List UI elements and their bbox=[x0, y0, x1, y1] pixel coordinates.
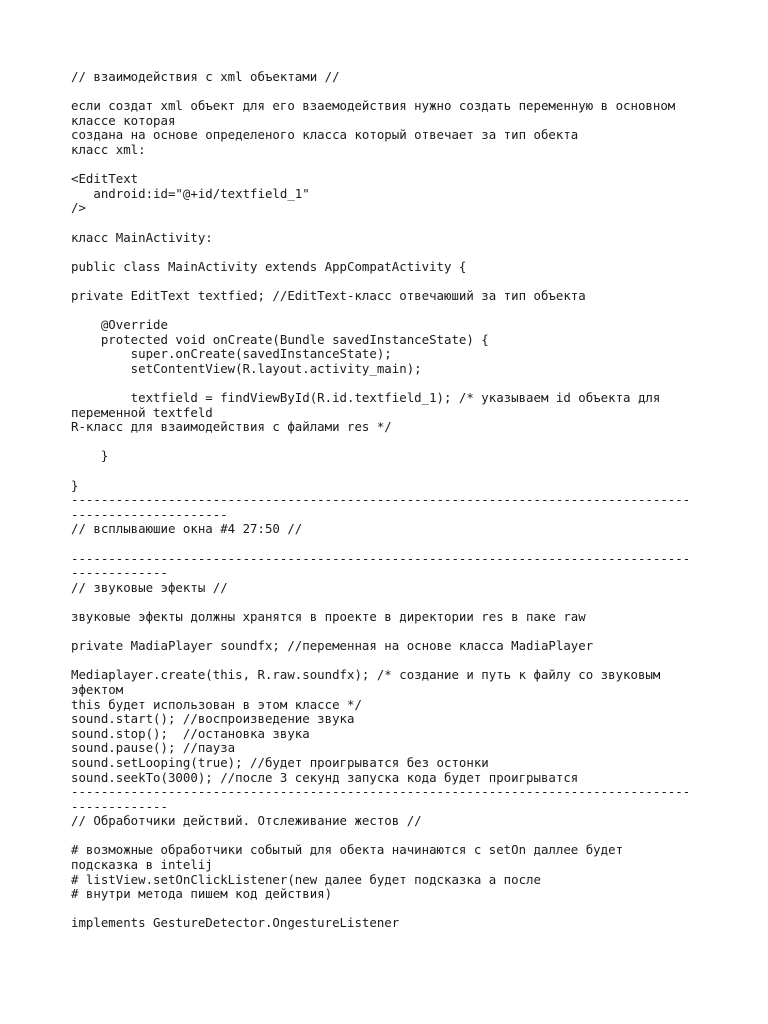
code-line: sound.pause(); //пауза bbox=[71, 740, 236, 756]
separator-line: ------------- bbox=[71, 798, 168, 814]
separator-line: --------------------- bbox=[71, 506, 228, 522]
code-line: private EditText textfied; //EditText-класс отвечаюший за тип объекта bbox=[71, 287, 586, 303]
blank-line bbox=[71, 595, 711, 610]
text-line: класс xml: bbox=[71, 141, 146, 157]
blank-line bbox=[71, 625, 711, 640]
blank-line bbox=[71, 158, 711, 173]
code-line: sound.setLooping(true); //будет проигрыватся без остонки bbox=[71, 754, 489, 770]
separator-line: ----------------------------------------------------------------------------------- bbox=[71, 492, 691, 508]
separator-line: ----------------------------------------------------------------------------------- bbox=[71, 550, 691, 566]
code-line: } bbox=[71, 477, 79, 493]
code-line: R-класс для взаимодействия с файлами res */ bbox=[71, 419, 392, 435]
text-line: создана на основе определеного класса который отвечает за тип обекта bbox=[71, 127, 579, 143]
code-line: /> bbox=[71, 200, 86, 216]
code-line: setContentView(R.layout.activity_main); bbox=[71, 360, 422, 376]
document-page bbox=[71, 70, 711, 931]
blank-line bbox=[71, 537, 711, 552]
text-line: классе которая bbox=[71, 112, 176, 128]
code-line: implements GestureDetector.OngestureListener bbox=[71, 915, 400, 931]
blank-line bbox=[71, 829, 711, 844]
text-line: звуковые эфекты должны хранятся в проекте в директории res в паке raw bbox=[71, 608, 586, 624]
blank-line bbox=[71, 654, 711, 669]
section-heading: // Обработчики действий. Отслеживание жестов // bbox=[71, 813, 422, 829]
code-line: Mediaplayer.create(this, R.raw.soundfx); /* создание и путь к файлу со звуковым bbox=[71, 667, 661, 683]
blank-line bbox=[71, 435, 711, 450]
code-line: } bbox=[71, 448, 109, 464]
section-heading: // всплываюшие окна #4 27:50 // bbox=[71, 521, 303, 537]
text-line: # внутри метода пишем код действия) bbox=[71, 886, 333, 902]
code-line: <EditText bbox=[71, 171, 139, 187]
text-line: // взаимодействия с xml объектами // bbox=[71, 69, 340, 84]
separator-line: ----------------------------------------------------------------------------------- bbox=[71, 784, 691, 800]
blank-line bbox=[71, 274, 711, 289]
text-line: подсказка в intelij bbox=[71, 857, 213, 873]
code-line: sound.start(); //воспроизведение звука bbox=[71, 711, 355, 727]
code-line: private MadiaPlayer soundfx; //переменная на основе класса MadiaPlayer bbox=[71, 638, 594, 654]
text-line: # listView.setOnClickListener(new далее будет подсказка а после bbox=[71, 871, 541, 887]
blank-line bbox=[71, 245, 711, 260]
blank-line bbox=[71, 376, 711, 391]
code-line: android:id="@+id/textfield_1" bbox=[71, 185, 310, 201]
code-line: protected void onCreate(Bundle savedInstanceState) { bbox=[71, 331, 489, 347]
blank-line bbox=[71, 216, 711, 231]
blank-line bbox=[71, 902, 711, 917]
section-heading: // звуковые эфекты // bbox=[71, 579, 228, 595]
code-line: textfield = findViewById(R.id.textfield_1); /* указываем id объекта для bbox=[71, 390, 661, 406]
code-line: переменной textfeld bbox=[71, 404, 213, 420]
separator-line: ------------- bbox=[71, 565, 168, 581]
code-line: sound.seekTo(3000); //после 3 секунд запуска кода будет проигрыватся bbox=[71, 769, 579, 785]
code-line: @Override bbox=[71, 317, 168, 333]
text-line: класс MainActivity: bbox=[71, 229, 213, 245]
blank-line bbox=[71, 464, 711, 479]
blank-line bbox=[71, 304, 711, 319]
code-line: super.onCreate(savedInstanceState); bbox=[71, 346, 392, 362]
text-line: # возможные обработчики событый для обекта начинаются с setOn даллее будет bbox=[71, 842, 624, 858]
blank-line bbox=[71, 85, 711, 100]
code-line: this будет использован в этом классе */ bbox=[71, 696, 362, 712]
text-line: если создат xml объект для его взаемодействия нужно создать переменную в основном bbox=[71, 98, 676, 114]
code-line: эфектом bbox=[71, 681, 124, 697]
code-line: sound.stop(); //остановка звука bbox=[71, 725, 310, 741]
code-line: public class MainActivity extends AppCompatActivity { bbox=[71, 258, 467, 274]
